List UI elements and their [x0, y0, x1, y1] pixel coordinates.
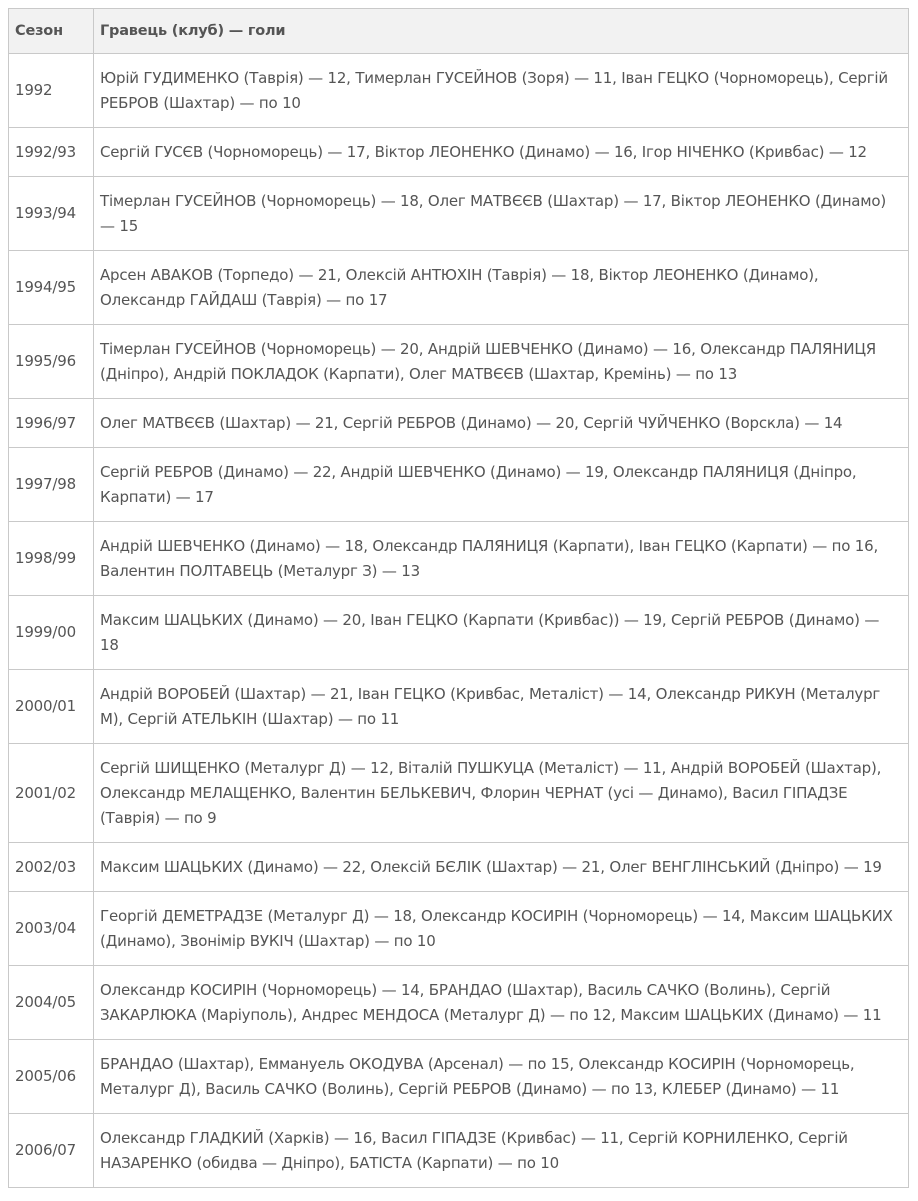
table-row: [9, 128, 909, 177]
season-cell: 1992/93: [9, 128, 94, 177]
column-header-players: Гравець (клуб) — голи: [94, 9, 909, 54]
players-cell: Георгій ДЕМЕТРАДЗЕ (Металург Д) — 18, Олександр КОСИРІН (Чорноморець) — 14, Максим ШАЦЬКИХ (Динамо), Звонімір ВУКІЧ (Шахтар) — по 10: [94, 892, 909, 966]
table-row: [9, 448, 909, 522]
players-cell: Сергій ШИЩЕНКО (Металург Д) — 12, Віталій ПУШКУЦА (Металіст) — 11, Андрій ВОРОБЕЙ (Шахтар), Олександр МЕЛАЩЕНКО, Валентин БЕЛЬКЕВИЧ, Флорин ЧЕРНАТ (усі — Динамо), Васил ГІПАДЗЕ (Таврія) — по 9: [94, 744, 909, 843]
season-cell: 2001/02: [9, 744, 94, 843]
season-cell: 2002/03: [9, 843, 94, 892]
season-cell: 2004/05: [9, 966, 94, 1040]
table-row: [9, 251, 909, 325]
column-header-season: Сезон: [9, 9, 94, 54]
players-cell: Тімерлан ГУСЕЙНОВ (Чорноморець) — 20, Андрій ШЕВЧЕНКО (Динамо) — 16, Олександр ПАЛЯНИЦЯ (Дніпро), Андрій ПОКЛАДОК (Карпати), Олег МАТВЄЄВ (Шахтар, Кремінь) — по 13: [94, 325, 909, 399]
players-cell: Максим ШАЦЬКИХ (Динамо) — 20, Іван ГЕЦКО (Карпати (Кривбас)) — 19, Сергій РЕБРОВ (Динамо) — 18: [94, 596, 909, 670]
table-header-row: [9, 9, 909, 54]
season-cell: 1992: [9, 54, 94, 128]
season-cell: 2006/07: [9, 1114, 94, 1188]
season-cell: 1997/98: [9, 448, 94, 522]
players-cell: Юрій ГУДИМЕНКО (Таврія) — 12, Тимерлан ГУСЕЙНОВ (Зоря) — 11, Іван ГЕЦКО (Чорноморець), Сергій РЕБРОВ (Шахтар) — по 10: [94, 54, 909, 128]
players-cell: БРАНДАО (Шахтар), Еммануель ОКОДУВА (Арсенал) — по 15, Олександр КОСИРІН (Чорноморець, Металург Д), Василь САЧКО (Волинь), Сергій РЕБРОВ (Динамо) — по 13, КЛЕБЕР (Динамо) — 11: [94, 1040, 909, 1114]
players-cell: Олег МАТВЄЄВ (Шахтар) — 21, Сергій РЕБРОВ (Динамо) — 20, Сергій ЧУЙЧЕНКО (Ворскла) — 14: [94, 399, 909, 448]
season-cell: 1996/97: [9, 399, 94, 448]
table-row: [9, 892, 909, 966]
top-scorers-table: [8, 8, 909, 1188]
table-row: [9, 670, 909, 744]
table-row: [9, 177, 909, 251]
players-cell: Максим ШАЦЬКИХ (Динамо) — 22, Олексій БЄЛІК (Шахтар) — 21, Олег ВЕНГЛІНСЬКИЙ (Дніпро) — 19: [94, 843, 909, 892]
players-cell: Андрій ШЕВЧЕНКО (Динамо) — 18, Олександр ПАЛЯНИЦЯ (Карпати), Іван ГЕЦКО (Карпати) — по 16, Валентин ПОЛТАВЕЦЬ (Металург З) — 13: [94, 522, 909, 596]
players-cell: Сергій РЕБРОВ (Динамо) — 22, Андрій ШЕВЧЕНКО (Динамо) — 19, Олександр ПАЛЯНИЦЯ (Дніпро, Карпати) — 17: [94, 448, 909, 522]
players-cell: Сергій ГУСЄВ (Чорноморець) — 17, Віктор ЛЕОНЕНКО (Динамо) — 16, Ігор НІЧЕНКО (Кривбас) — 12: [94, 128, 909, 177]
table-row: [9, 522, 909, 596]
season-cell: 1994/95: [9, 251, 94, 325]
table-row: [9, 744, 909, 843]
table-row: [9, 1040, 909, 1114]
season-cell: 1993/94: [9, 177, 94, 251]
season-cell: 2005/06: [9, 1040, 94, 1114]
table-row: [9, 966, 909, 1040]
table-row: [9, 1114, 909, 1188]
players-cell: Тімерлан ГУСЕЙНОВ (Чорноморець) — 18, Олег МАТВЄЄВ (Шахтар) — 17, Віктор ЛЕОНЕНКО (Динамо) — 15: [94, 177, 909, 251]
players-cell: Олександр ГЛАДКИЙ (Харків) — 16, Васил ГІПАДЗЕ (Кривбас) — 11, Сергій КОРНИЛЕНКО, Сергій НАЗАРЕНКО (обидва — Дніпро), БАТІСТА (Карпати) — по 10: [94, 1114, 909, 1188]
players-cell: Олександр КОСИРІН (Чорноморець) — 14, БРАНДАО (Шахтар), Василь САЧКО (Волинь), Сергій ЗАКАРЛЮКА (Маріуполь), Андрес МЕНДОСА (Металург Д) — по 12, Максим ШАЦЬКИХ (Динамо) — 11: [94, 966, 909, 1040]
table-row: [9, 843, 909, 892]
season-cell: 2000/01: [9, 670, 94, 744]
table-row: [9, 596, 909, 670]
season-cell: 1999/00: [9, 596, 94, 670]
players-cell: Арсен АВАКОВ (Торпедо) — 21, Олексій АНТЮХІН (Таврія) — 18, Віктор ЛЕОНЕНКО (Динамо), Олександр ГАЙДАШ (Таврія) — по 17: [94, 251, 909, 325]
table-row: [9, 325, 909, 399]
players-cell: Андрій ВОРОБЕЙ (Шахтар) — 21, Іван ГЕЦКО (Кривбас, Металіст) — 14, Олександр РИКУН (Металург М), Сергій АТЕЛЬКІН (Шахтар) — по 11: [94, 670, 909, 744]
season-cell: 1995/96: [9, 325, 94, 399]
table-row: [9, 399, 909, 448]
season-cell: 2003/04: [9, 892, 94, 966]
season-cell: 1998/99: [9, 522, 94, 596]
table-row: [9, 54, 909, 128]
